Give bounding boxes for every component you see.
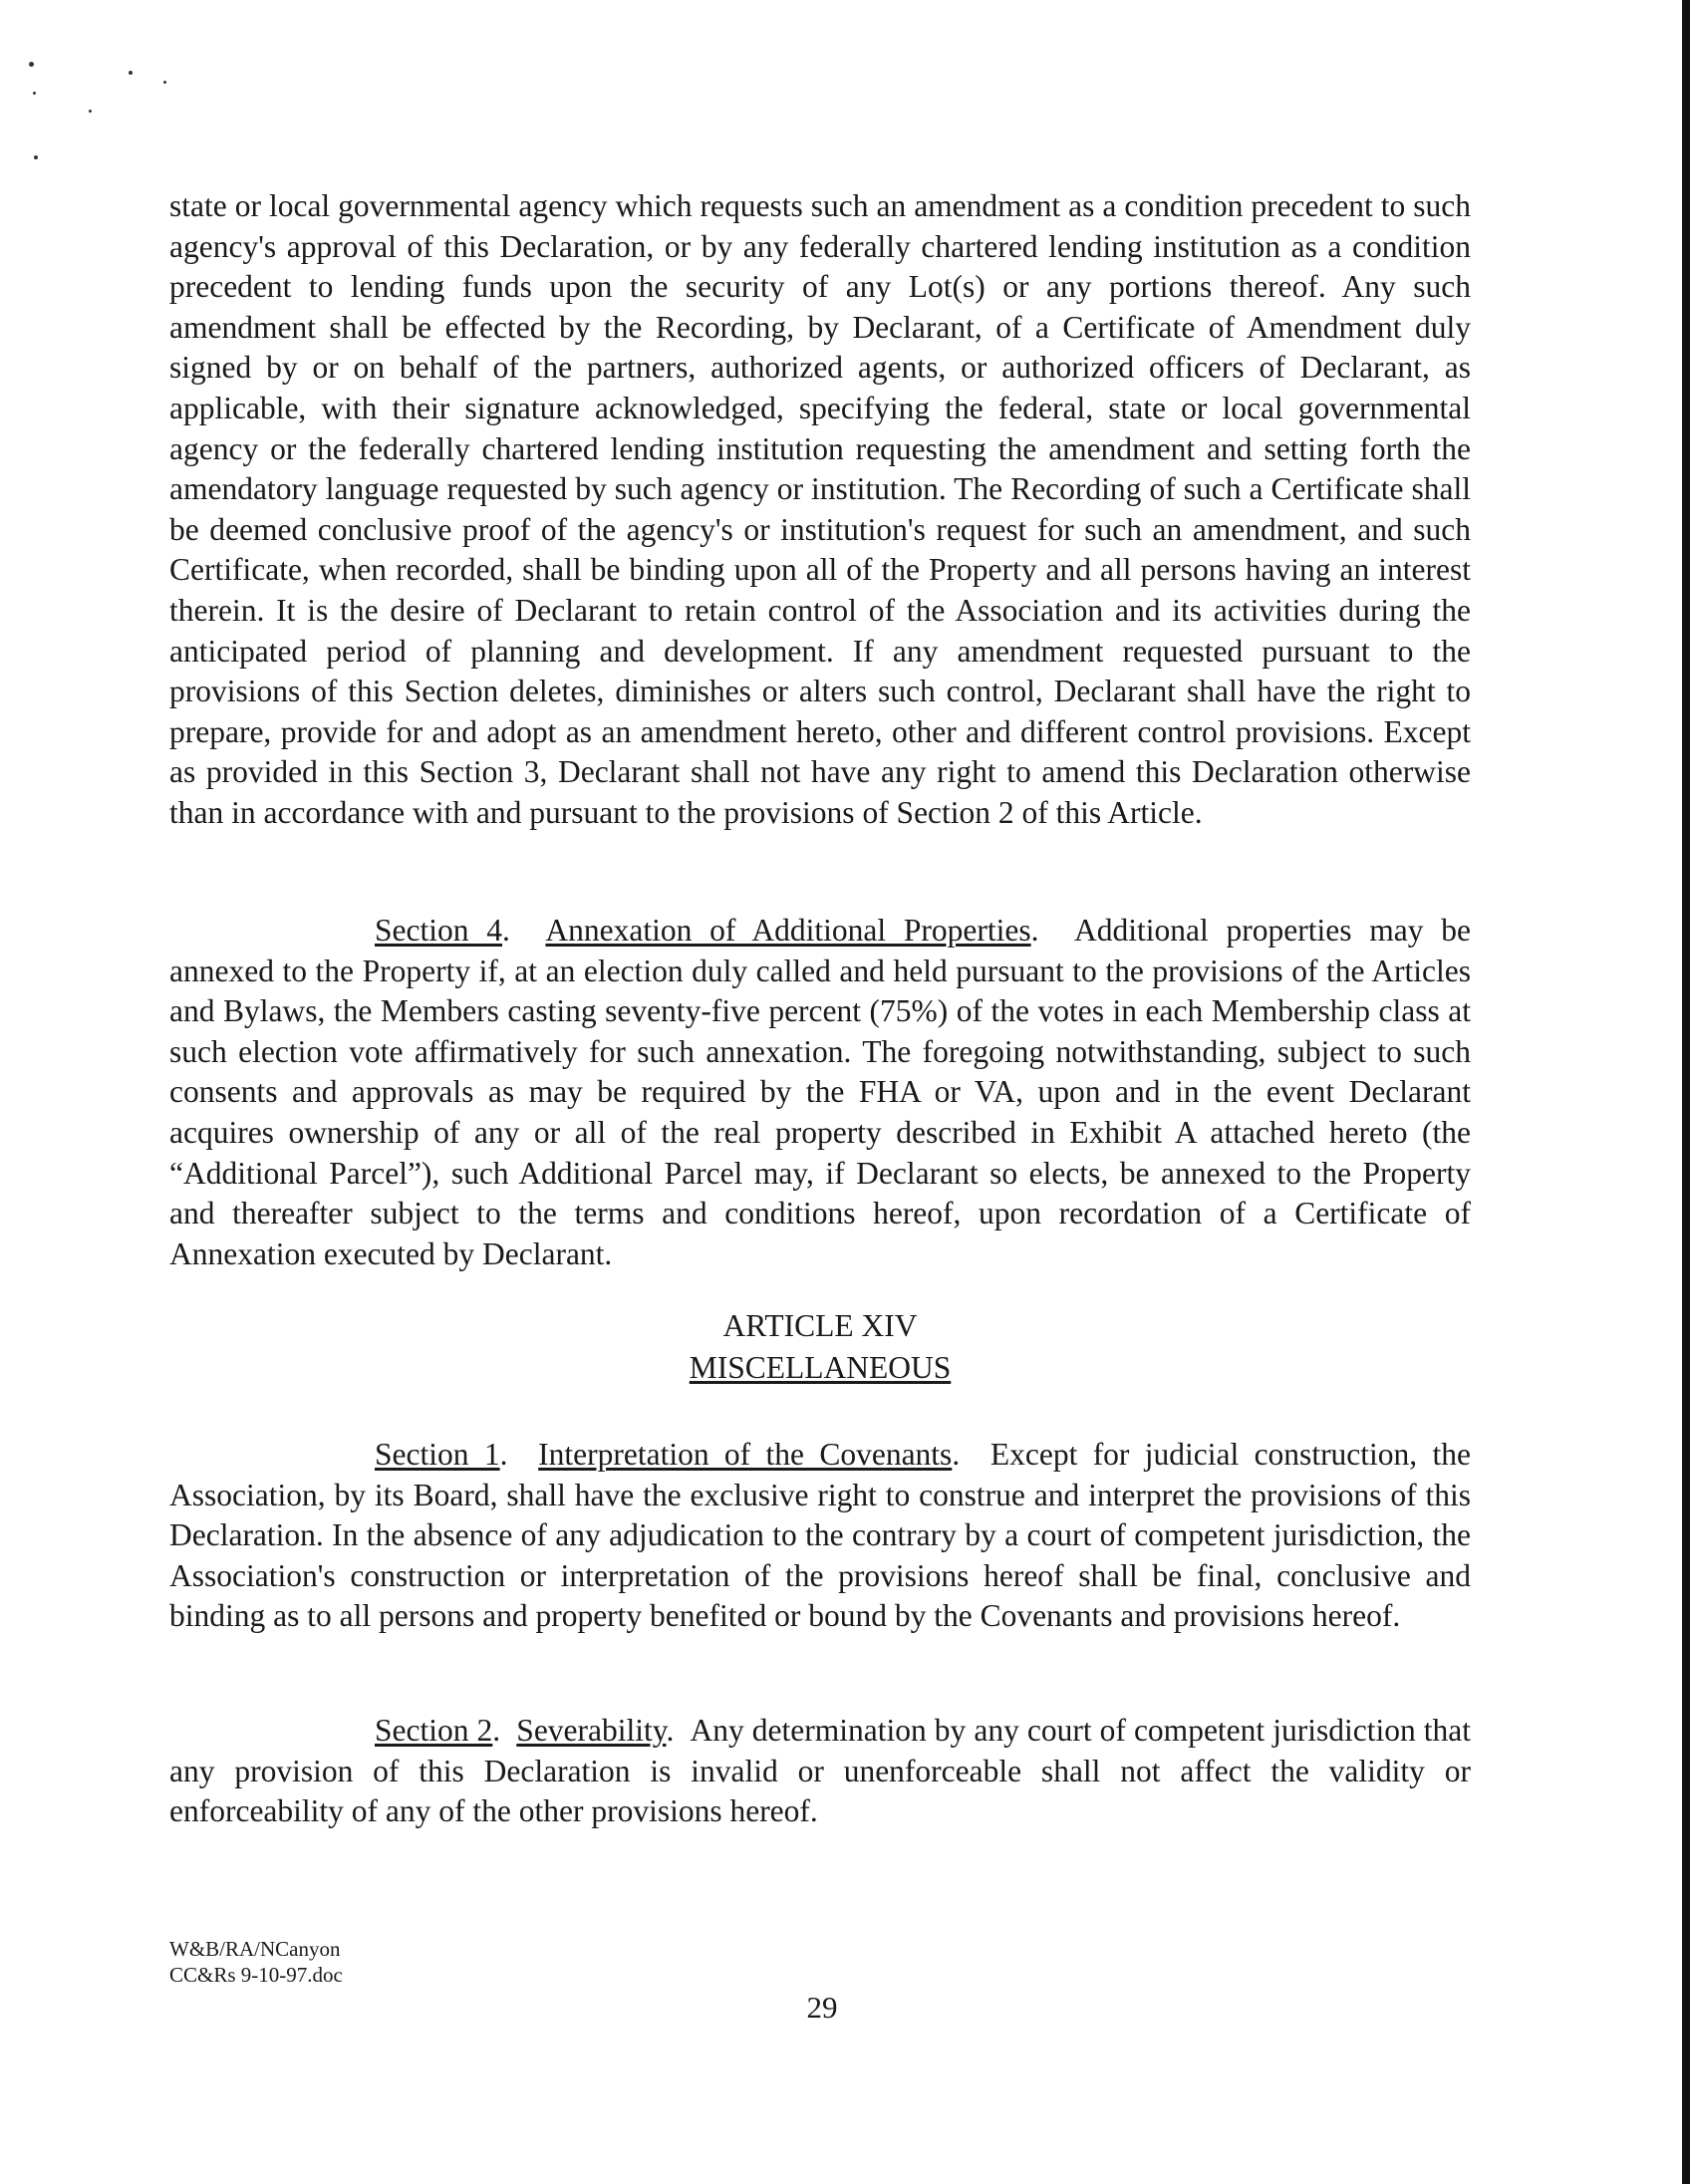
section-3-continuation-paragraph (169, 186, 1471, 834)
section-4-label: Section 4 (375, 913, 502, 948)
scan-speck (129, 71, 133, 75)
section-1-label: Section 1 (375, 1437, 500, 1472)
scan-speck (34, 155, 38, 159)
scan-speck (29, 62, 34, 67)
scan-edge-shadow (1682, 0, 1690, 2184)
section-1-text: Except for judicial construction, the Association, by its Board, shall have the exclusive right to construe and interpret the provisions of this Declaration. In the absence of any adjudication to the contrary by a court of competent jurisdiction, the Association's construction or interpretation of the provisions hereof shall be final, conclusive and binding as to all persons and property benefited or bound by the Covenants and provisions hereof. (169, 1437, 1471, 1634)
section-4-paragraph: Section 4. Annexation of Additional Properties. Additional properties may be annexed to the Property if, at an election duly called and held pursuant to the provisions of the Articles and Bylaws, the Members casting seventy-five percent (75%) of the votes in each Membership class at such election vote affirmatively for such annexation. The foregoing notwithstanding, subject to such consents and approvals as may be required by the FHA or VA, upon and in the event Declarant acquires ownership of any or all of the real property described in Exhibit A attached hereto (the “Additional Parcel”), such Additional Parcel may, if Declarant so elects, be annexed to the Property and thereafter subject to the terms and conditions hereof, upon recordation of a Certificate of Annexation executed by Declarant. (169, 913, 1471, 1271)
reference-line-2: CC&Rs 9-10-97.doc (169, 1963, 343, 1987)
scan-speck (89, 110, 92, 113)
article-number: ARTICLE XIV (722, 1308, 918, 1343)
section-2-label: Section 2 (375, 1713, 493, 1748)
section-3-continuation-text: state or local governmental agency which requests such an amendment as a condition precedent to such agency's approval of this Declaration, or by any federally chartered lending institution as a condition precedent to lending funds upon the security of any Lot(s) or any portions thereof. Any such amendment shall be effected by the Recording, by Declarant, of a Certificate of Amendment duly signed by or on behalf of the partners, authorized agents, or authorized officers of Declarant, as applicable, with their signature acknowledged, specifying the federal, state or local governmental agency or the federally chartered lending institution requesting the amendment and setting forth the amendatory language requested by such agency or institution. The Recording of such a Certificate shall be deemed conclusive proof of the agency's or institution's request for such an amendment, and such Certificate, when recorded, shall be binding upon all of the Property and all persons having an interest therein. It is the desire of Declarant to retain control of the Association and its activities during the anticipated period of planning and development. If any amendment requested pursuant to the provisions of this Section deletes, diminishes or alters such control, Declarant shall have the right to prepare, provide for and adopt as an amendment hereto, other and different control provisions. Except as provided in this Section 3, Declarant shall not have any right to amend this Declaration otherwise than in accordance with and pursuant to the provisions of Section 2 of this Article. (169, 188, 1471, 830)
section-2-text: Any determination by any court of competent jurisdiction that any provision of this Declaration is invalid or unenforceable shall not affect the validity or enforceability of any of the other provisions hereof. (169, 1713, 1471, 1829)
page-number: 29 (806, 1990, 838, 2025)
section-4-title: Annexation of Additional Properties (545, 913, 1031, 948)
section-2-title: Severability (516, 1713, 667, 1748)
document-reference (169, 1936, 343, 1988)
scan-speck (163, 81, 166, 84)
section-1-paragraph: Section 1. Interpretation of the Covenants. Except for judicial construction, the Association, by its Board, shall have the exclusive right to construe and interpret the provisions of this Declaration. In the absence of any adjudication to the contrary by a court of competent jurisdiction, the Association's construction or interpretation of the provisions hereof shall be final, conclusive and binding as to all persons and property benefited or bound by the Covenants and provisions hereof. (169, 1437, 1471, 1634)
section-2-paragraph: Section 2. Severability. Any determination by any court of competent jurisdiction that any provision of this Declaration is invalid or unenforceable shall not affect the validity or enforceability of any of the other provisions hereof. (169, 1713, 1471, 1829)
scan-speck (33, 92, 36, 95)
section-4-text: Additional properties may be annexed to the Property if, at an election duly called and held pursuant to the provisions of the Articles and Bylaws, the Members casting seventy-five percent (75%) of the votes in each Membership class at such election vote affirmatively for such annexation. The foregoing notwithstanding, subject to such consents and approvals as may be required by the FHA or VA, upon and in the event Declarant acquires ownership of any or all of the real property described in Exhibit A attached hereto (the “Additional Parcel”), such Additional Parcel may, if Declarant so elects, be annexed to the Property and thereafter subject to the terms and conditions hereof, upon recordation of a Certificate of Annexation executed by Declarant. (169, 913, 1471, 1271)
section-1-title: Interpretation of the Covenants (538, 1437, 953, 1472)
article-title: MISCELLANEOUS (689, 1350, 952, 1385)
reference-line-1: W&B/RA/NCanyon (169, 1937, 341, 1961)
